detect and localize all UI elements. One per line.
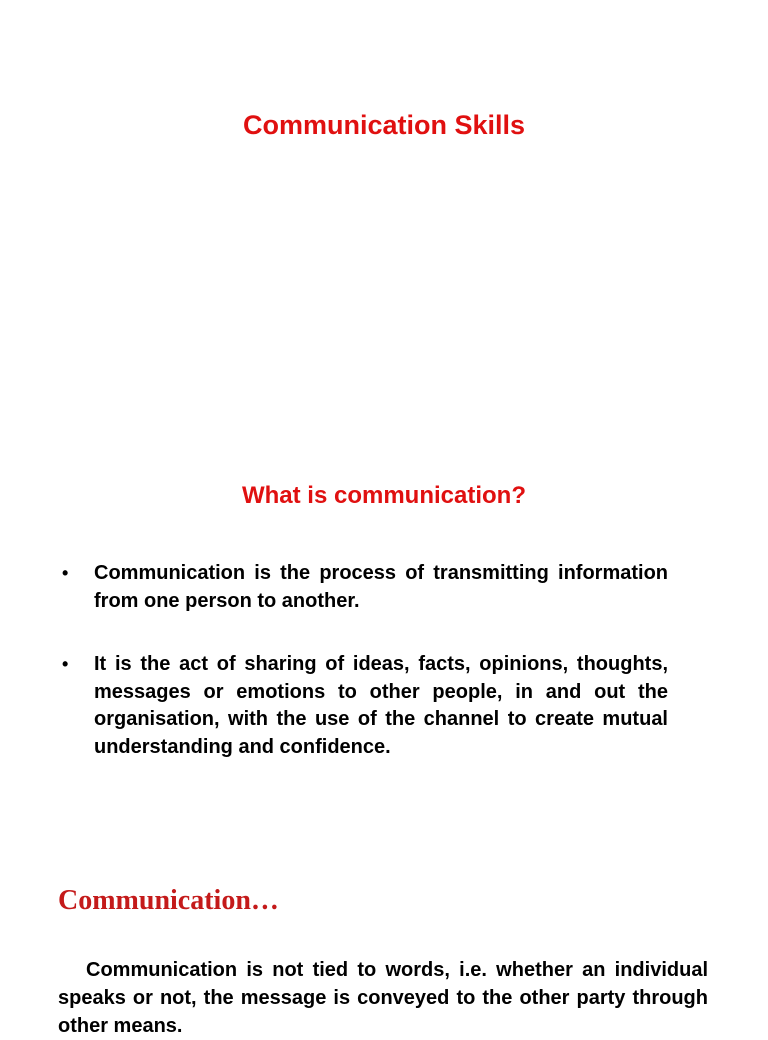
- section-title: What is communication?: [241, 482, 526, 509]
- bullet-icon: •: [62, 654, 69, 674]
- bullet-icon: •: [62, 563, 69, 583]
- bullet-text: It is the act of sharing of ideas, facts, opinions, thoughts, messages or emotions to other people, in and out the organisation, with the use of the channel to create mutual understanding and confidence.: [94, 653, 668, 758]
- paragraph-text: Communication is not tied to words, i.e. whether an individual speaks or not, the message is conveyed to the other party through other means.: [58, 959, 708, 1037]
- bullet-item: [62, 560, 668, 615]
- bullet-list: [62, 560, 668, 797]
- bullet-text: Communication is the process of transmitting information from one person to another.: [94, 562, 668, 612]
- slide-title: Communication Skills: [242, 110, 526, 140]
- bullet-item: [62, 651, 668, 761]
- section-heading: Communication…: [58, 885, 279, 916]
